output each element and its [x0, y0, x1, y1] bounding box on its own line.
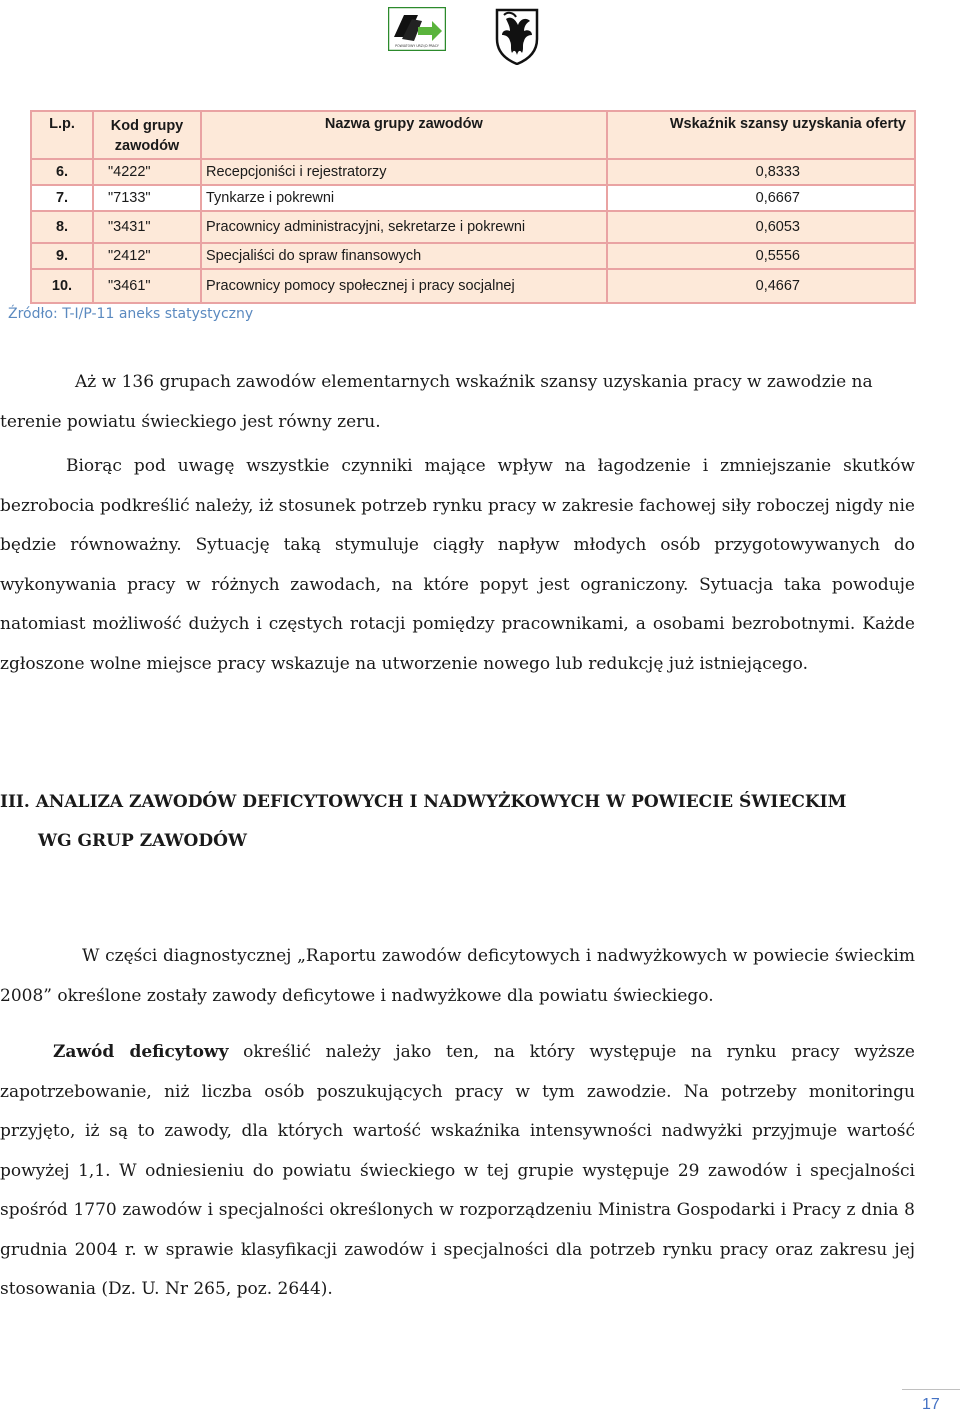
- row-lp: 7.: [31, 185, 93, 211]
- header-name: Nazwa grupy zawodów: [201, 111, 607, 159]
- paragraph-diagnostic: W części diagnostycznej „Raportu zawodów deficytowych i nadwyżkowych w powiecie świeckim 2008” określone zostały zawody deficytowe i nadwyżkowe dla powiatu świeckiego.: [0, 946, 915, 1006]
- row-value: 0,4667: [607, 269, 915, 303]
- section-heading-line2: WG GRUP ZAWODÓW: [38, 831, 247, 851]
- row-name: Specjaliści do spraw finansowych: [201, 243, 607, 269]
- svg-text:POWIATOWY URZĄD PRACY: POWIATOWY URZĄD PRACY: [395, 44, 439, 48]
- header-logos: [0, 4, 960, 64]
- row-name: Pracownicy pomocy społecznej i pracy socjalnej: [201, 269, 607, 303]
- table-row: [31, 243, 915, 269]
- header-lp: L.p.: [31, 111, 93, 159]
- row-value: 0,6053: [607, 211, 915, 243]
- deficit-definition-text: określić należy jako ten, na który występuje na rynku pracy wyższe zapotrzebowanie, niż liczba osób poszukujących pracy w tym zawodzie. Na potrzeby monitoringu przyjęto, iż są to zawody, dla których wartość wskaźnika intensywności nadwyżki przyjmuje wartość powyżej 1,1. W odniesieniu do powiatu świeckiego w tej grupie występuje 29 zawodów i specjalności spośród 1770 zawodów i specjalności określonych w rozporządzeniu Ministra Gospodarki i Pracy z dnia 8 grudnia 2004 r. w sprawie klasyfikacji zawodów i specjalności dla potrzeb rynku pracy oraz zakresu jej stosowania (Dz. U. Nr 265, poz. 2644).: [0, 1042, 915, 1299]
- row-value: 0,6667: [607, 185, 915, 211]
- row-lp: 8.: [31, 211, 93, 243]
- eagle-coat-of-arms-icon: [494, 7, 540, 65]
- paragraph-deficit-definition: [0, 1033, 915, 1310]
- row-code: "4222": [93, 159, 201, 185]
- table-row: [31, 159, 915, 185]
- page-number: 17: [922, 1396, 940, 1413]
- table-row: [31, 211, 915, 243]
- labor-office-logo: [388, 7, 446, 51]
- row-code: "2412": [93, 243, 201, 269]
- row-name: Tynkarze i pokrewni: [201, 185, 607, 211]
- occupation-groups-table: [30, 110, 916, 304]
- row-name: Recepcjoniści i rejestratorzy: [201, 159, 607, 185]
- row-code: "3461": [93, 269, 201, 303]
- header-index: Wskaźnik szansy uzyskania oferty: [607, 111, 915, 159]
- section-heading-line1: III. ANALIZA ZAWODÓW DEFICYTOWYCH I NADWYŻKOWYCH W POWIECIE ŚWIECKIM: [0, 792, 847, 812]
- row-lp: 9.: [31, 243, 93, 269]
- paragraph-elementary-groups: Aż w 136 grupach zawodów elementarnych wskaźnik szansy uzyskania pracy w zawodzie na terenie powiatu świeckiego jest równy zeru.: [0, 372, 873, 432]
- section-heading: [0, 783, 846, 861]
- row-lp: 6.: [31, 159, 93, 185]
- table-source-note: Źródło: T-I/P-11 aneks statystyczny: [8, 306, 254, 322]
- header-code: Kod grupy zawodów: [93, 111, 201, 159]
- paragraph-unemployment: Biorąc pod uwagę wszystkie czynniki mające wpływ na łagodzenie i zmniejszanie skutków bezrobocia podkreślić należy, iż stosunek potrzeb rynku pracy w zakresie fachowej siły roboczej nigdy nie będzie równoważny. Sytuację taką stymuluje ciągły napływ młodych osób przygotowywanych do wykonywania pracy w różnych zawodach, na które popyt jest ograniczony. Sytuacja taka powoduje natomiast możliwość dużych i częstych rotacji pomiędzy pracownikami, a osobami bezrobotnymi. Każde zgłoszone wolne miejsce pracy wskazuje na utworzenie nowego lub redukcję już istniejącego.: [0, 456, 915, 674]
- row-value: 0,5556: [607, 243, 915, 269]
- footer-rule: [902, 1389, 960, 1390]
- table-row: [31, 269, 915, 303]
- row-code: "3431": [93, 211, 201, 243]
- table-header-row: [31, 111, 915, 159]
- row-name: Pracownicy administracyjni, sekretarze i pokrewni: [201, 211, 607, 243]
- row-lp: 10.: [31, 269, 93, 303]
- term-deficit-occupation: Zawód deficytowy: [53, 1042, 229, 1062]
- table-row: [31, 185, 915, 211]
- row-value: 0,8333: [607, 159, 915, 185]
- row-code: "7133": [93, 185, 201, 211]
